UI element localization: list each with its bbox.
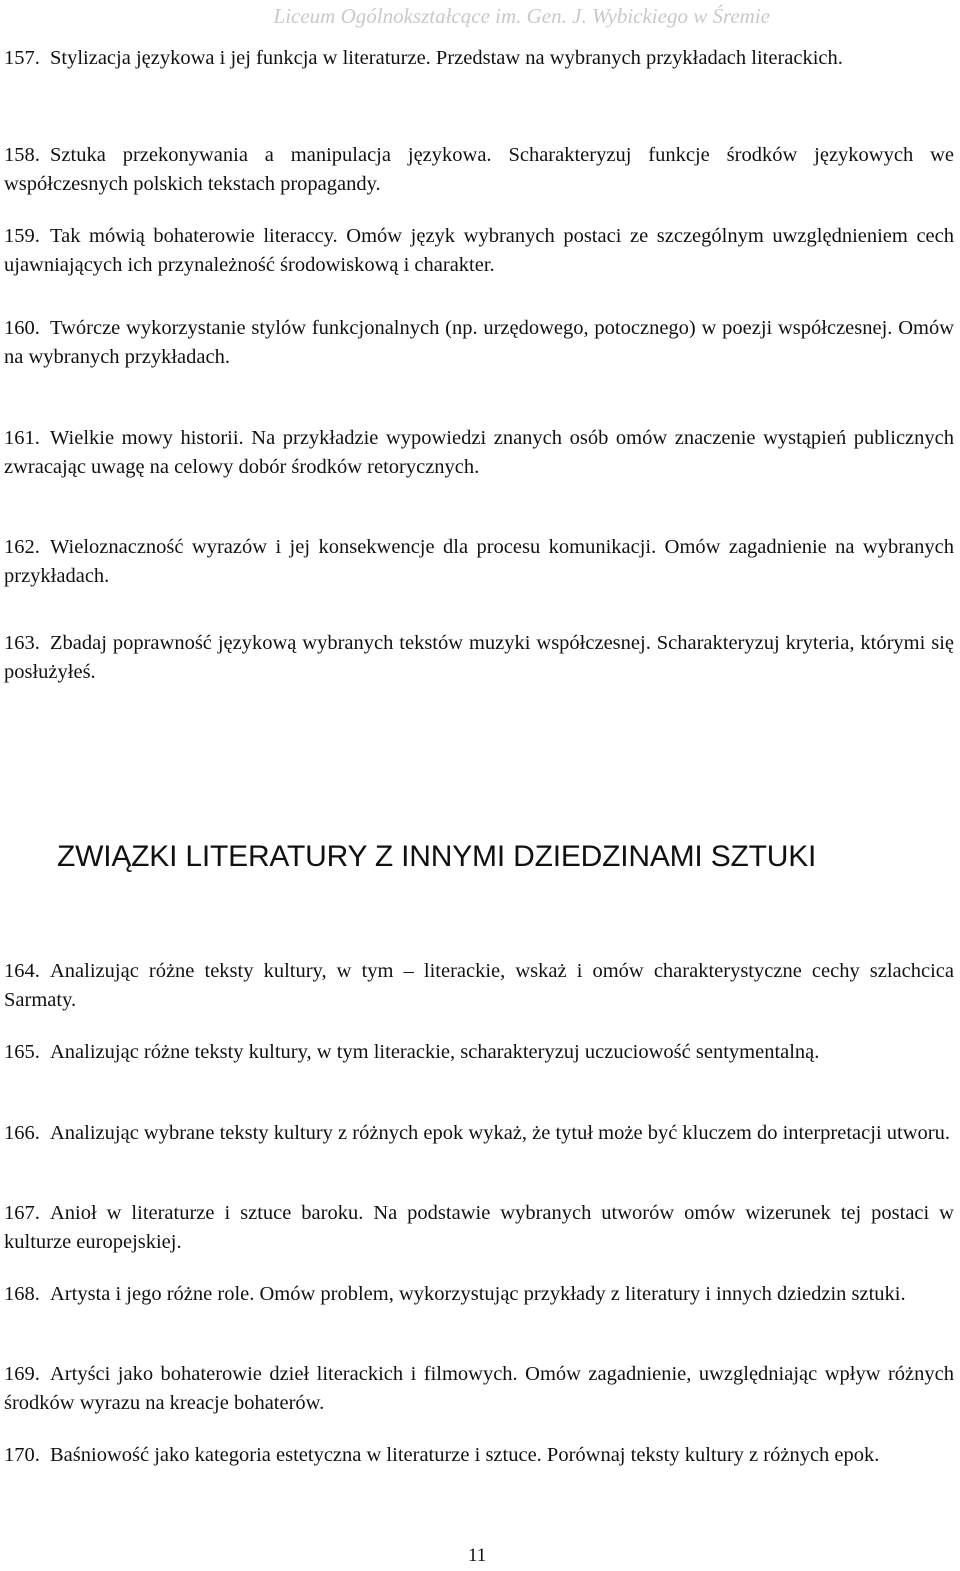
item-text: Analizując różne teksty kultury, w tym – literackie, wskaż i omów charakterystyczne cechy szlachcica Sarmaty.: [4, 960, 954, 1011]
list-item: [4, 141, 954, 198]
list-item: [4, 1360, 954, 1417]
item-number: 160.: [4, 317, 40, 339]
item-number: 159.: [4, 225, 40, 247]
item-text: Anioł w literaturze i sztuce baroku. Na podstawie wybranych utworów omów wizerunek tej postaci w kulturze europejskiej.: [4, 1202, 954, 1253]
list-item: [4, 314, 954, 371]
item-number: 165.: [4, 1041, 40, 1063]
item-number: 158.: [4, 144, 40, 166]
item-text: Baśniowość jako kategoria estetyczna w literaturze i sztuce. Porównaj teksty kultury z różnych epok.: [50, 1444, 880, 1466]
item-text: Sztuka przekonywania a manipulacja językowa. Scharakteryzuj funkcje środków językowych we współczesnych polskich tekstach propagandy.: [4, 144, 954, 195]
item-number: 169.: [4, 1363, 40, 1385]
item-text: Twórcze wykorzystanie stylów funkcjonalnych (np. urzędowego, potocznego) w poezji współczesnej. Omów na wybranych przykładach.: [4, 317, 954, 368]
item-text: Analizując różne teksty kultury, w tym literackie, scharakteryzuj uczuciowość sentymentalną.: [50, 1041, 820, 1063]
item-number: 167.: [4, 1202, 40, 1224]
item-number: 163.: [4, 632, 40, 654]
item-text: Analizując wybrane teksty kultury z różnych epok wykaż, że tytuł może być kluczem do interpretacji utworu.: [50, 1122, 950, 1144]
item-number: 168.: [4, 1283, 40, 1305]
item-number: 162.: [4, 536, 40, 558]
list-item: [4, 1119, 954, 1148]
list-item: [4, 533, 954, 590]
item-text: Stylizacja językowa i jej funkcja w literaturze. Przedstaw na wybranych przykładach literackich.: [50, 47, 843, 69]
item-number: 170.: [4, 1444, 40, 1466]
page-header: Liceum Ogólnokształcące im. Gen. J. Wybickiego w Śremie: [273, 4, 770, 28]
item-text: Wieloznaczność wyrazów i jej konsekwencje dla procesu komunikacji. Omów zagadnienie na wybranych przykładach.: [4, 536, 954, 587]
item-text: Tak mówią bohaterowie literaccy. Omów język wybranych postaci ze szczególnym uwzględnieniem cech ujawniających ich przynależność środowiskową i charakter.: [4, 225, 954, 276]
list-item: [4, 629, 954, 686]
item-text: Artyści jako bohaterowie dzieł literackich i filmowych. Omów zagadnienie, uwzględniając wpływ różnych środków wyrazu na kreacje bohaterów.: [4, 1363, 954, 1414]
item-number: 166.: [4, 1122, 40, 1144]
item-number: 157.: [4, 47, 40, 69]
list-item: [4, 1199, 954, 1256]
section-heading: ZWIĄZKI LITERATURY Z INNYMI DZIEDZINAMI SZTUKI: [57, 840, 817, 873]
list-item: [4, 1038, 954, 1067]
list-item: [4, 957, 954, 1014]
item-number: 164.: [4, 960, 40, 982]
list-item: [4, 44, 954, 73]
list-item: [4, 424, 954, 481]
list-item: [4, 1280, 954, 1309]
item-number: 161.: [4, 427, 40, 449]
page-number: 11: [468, 1545, 487, 1566]
list-item: [4, 1441, 954, 1470]
item-text: Artysta i jego różne role. Omów problem, wykorzystując przykłady z literatury i innych dziedzin sztuki.: [50, 1283, 906, 1305]
list-item: [4, 222, 954, 279]
item-text: Zbadaj poprawność językową wybranych tekstów muzyki współczesnej. Scharakteryzuj kryteria, którymi się posłużyłeś.: [4, 632, 954, 683]
item-text: Wielkie mowy historii. Na przykładzie wypowiedzi znanych osób omów znaczenie wystąpień publicznych zwracając uwagę na celowy dobór środków retorycznych.: [4, 427, 954, 478]
